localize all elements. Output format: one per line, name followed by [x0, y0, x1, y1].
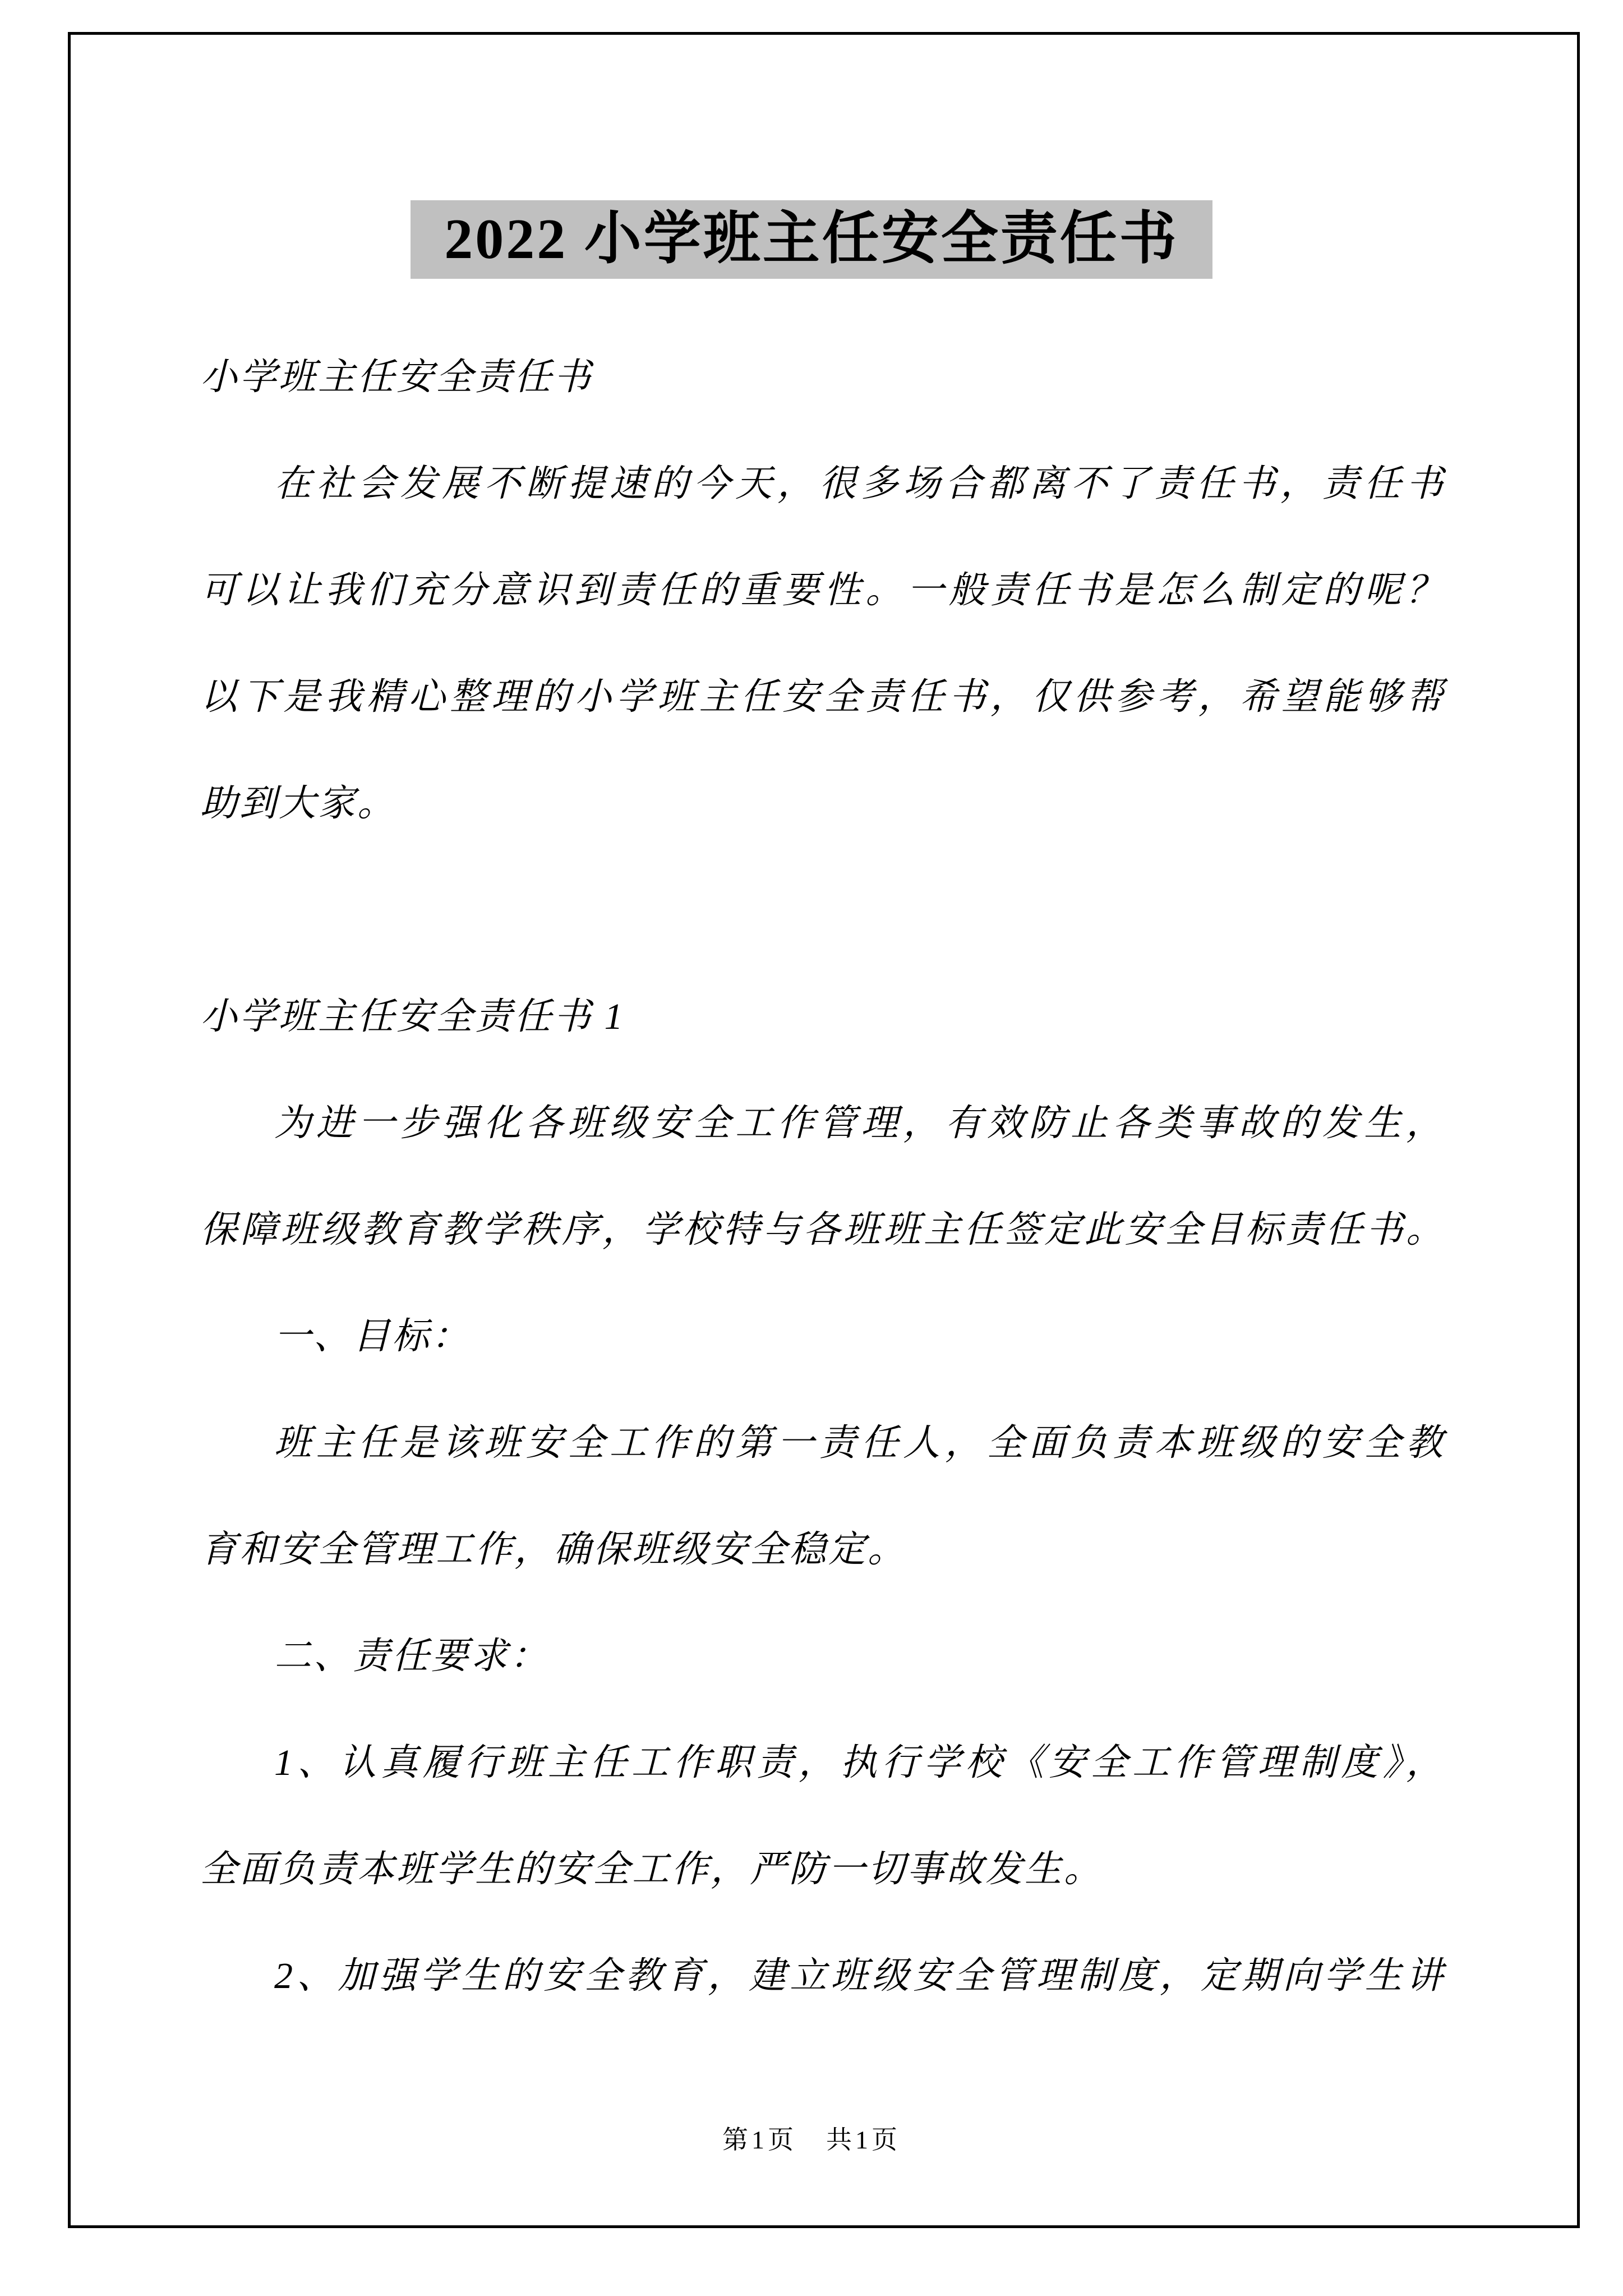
text-line: 全面负责本班学生的安全工作，严防一切事故发生。: [200, 1849, 1103, 1890]
document-title-wrap: [0, 200, 1623, 279]
text-line: 助到大家。: [200, 783, 396, 824]
text-line: 小学班主任安全责任书: [200, 357, 593, 398]
text-line: 二、责任要求：: [274, 1636, 549, 1677]
text-line: 育和安全管理工作，确保班级安全稳定。: [200, 1529, 907, 1570]
text-line: 1、认真履行班主任工作职责，执行学校《安全工作管理制度》，: [274, 1742, 1445, 1783]
document-title: 2022 小学班主任安全责任书: [411, 200, 1212, 279]
text-line: 班主任是该班安全工作的第一责任人，全面负责本班级的安全教: [274, 1423, 1445, 1464]
text-line: 为进一步强化各班级安全工作管理，有效防止各类事故的发生，: [274, 1103, 1445, 1144]
text-line: 小学班主任安全责任书 1: [200, 996, 625, 1037]
text-line: 以下是我精心整理的小学班主任安全责任书，仅供参考，希望能够帮: [200, 677, 1445, 717]
text-line: 2、加强学生的安全教育，建立班级安全管理制度，定期向学生讲: [274, 1955, 1445, 1996]
text-line: 可以让我们充分意识到责任的重要性。一般责任书是怎么制定的呢？: [200, 570, 1445, 611]
text-line: 一、目标：: [274, 1316, 471, 1357]
text-line: 在社会发展不断提速的今天，很多场合都离不了责任书，责任书: [274, 463, 1445, 504]
page-number-footer: 第1页 共1页: [722, 2125, 901, 2154]
text-line: 保障班级教育教学秩序，学校特与各班班主任签定此安全目标责任书。: [200, 1209, 1445, 1250]
